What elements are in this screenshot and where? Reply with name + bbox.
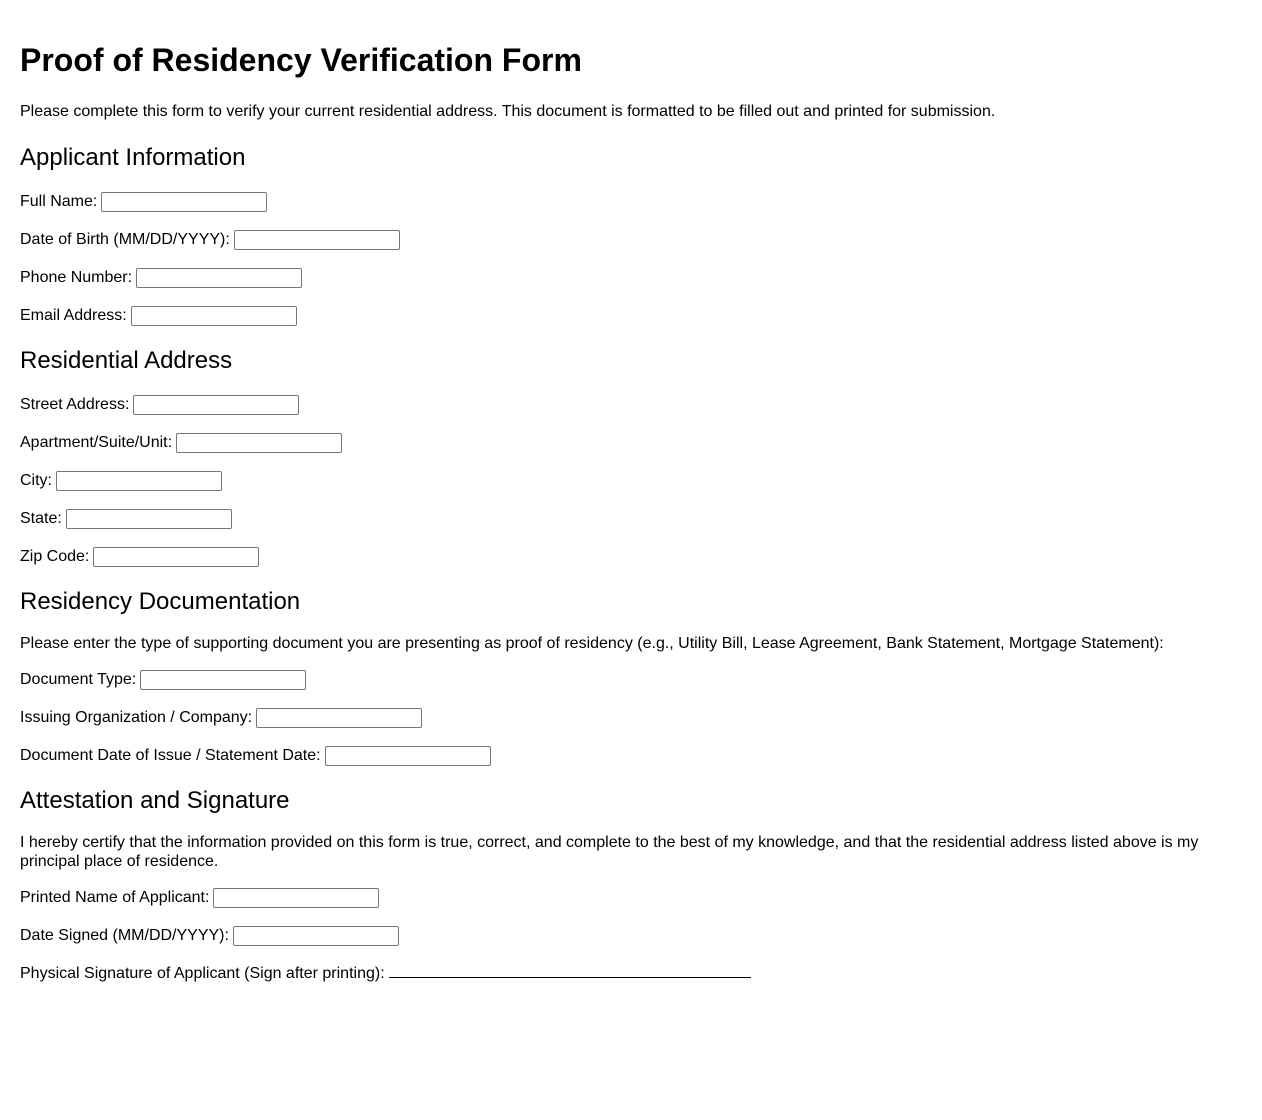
field-date-signed	[20, 925, 1242, 947]
dob-input[interactable]	[234, 230, 400, 250]
email-label: Email Address:	[20, 307, 127, 324]
signature-line	[389, 962, 751, 978]
doc-date-label: Document Date of Issue / Statement Date:	[20, 747, 321, 764]
section-heading-applicant: Applicant Information	[20, 144, 246, 171]
attestation-statement: I hereby certify that the information provided on this form is true, correct, and complete to the best of my knowledge, and that the residential address listed above is my principal place of residence.	[20, 834, 1199, 870]
section-heading-documentation: Residency Documentation	[20, 588, 301, 615]
section-heading-address: Residential Address	[20, 347, 233, 374]
phone-label: Phone Number:	[20, 269, 133, 286]
email-input[interactable]	[131, 306, 297, 326]
apt-input[interactable]	[176, 433, 342, 453]
state-label: State:	[20, 510, 62, 527]
field-state	[20, 508, 1242, 530]
full-name-label: Full Name:	[20, 193, 98, 210]
city-label: City:	[20, 472, 52, 489]
signature-label: Physical Signature of Applicant (Sign after printing):	[20, 965, 385, 982]
zip-input[interactable]	[93, 547, 259, 567]
page-title: Proof of Residency Verification Form	[20, 42, 582, 78]
city-input[interactable]	[56, 471, 222, 491]
intro-text: Please complete this form to verify your current residential address. This document is formatted to be filled out and printed for submission.	[20, 103, 996, 120]
field-doc-type	[20, 669, 1242, 691]
signature-row	[20, 962, 1242, 984]
field-doc-date	[20, 745, 1242, 767]
phone-input[interactable]	[136, 268, 302, 288]
date-signed-input[interactable]	[233, 926, 399, 946]
printed-name-input[interactable]	[213, 888, 379, 908]
field-apt	[20, 432, 1242, 454]
street-input[interactable]	[133, 395, 299, 415]
field-full-name	[20, 191, 1242, 213]
zip-label: Zip Code:	[20, 548, 90, 565]
field-dob	[20, 229, 1242, 251]
field-issuer	[20, 707, 1242, 729]
field-city	[20, 470, 1242, 492]
section-heading-attestation: Attestation and Signature	[20, 787, 290, 814]
street-label: Street Address:	[20, 396, 130, 413]
field-email	[20, 305, 1242, 327]
issuer-input[interactable]	[256, 708, 422, 728]
issuer-label: Issuing Organization / Company:	[20, 709, 253, 726]
apt-label: Apartment/Suite/Unit:	[20, 434, 173, 451]
doc-type-input[interactable]	[140, 670, 306, 690]
field-phone	[20, 267, 1242, 289]
full-name-input[interactable]	[101, 192, 267, 212]
dob-label: Date of Birth (MM/DD/YYYY):	[20, 231, 230, 248]
printed-name-label: Printed Name of Applicant:	[20, 889, 210, 906]
state-input[interactable]	[66, 509, 232, 529]
doc-date-input[interactable]	[325, 746, 491, 766]
documentation-instructions: Please enter the type of supporting document you are presenting as proof of residency (e.g., Utility Bill, Lease Agreement, Bank Statement, Mortgage Statement):	[20, 635, 1164, 652]
field-zip	[20, 546, 1242, 568]
field-printed-name	[20, 887, 1242, 909]
date-signed-label: Date Signed (MM/DD/YYYY):	[20, 927, 229, 944]
field-street	[20, 394, 1242, 416]
doc-type-label: Document Type:	[20, 671, 137, 688]
